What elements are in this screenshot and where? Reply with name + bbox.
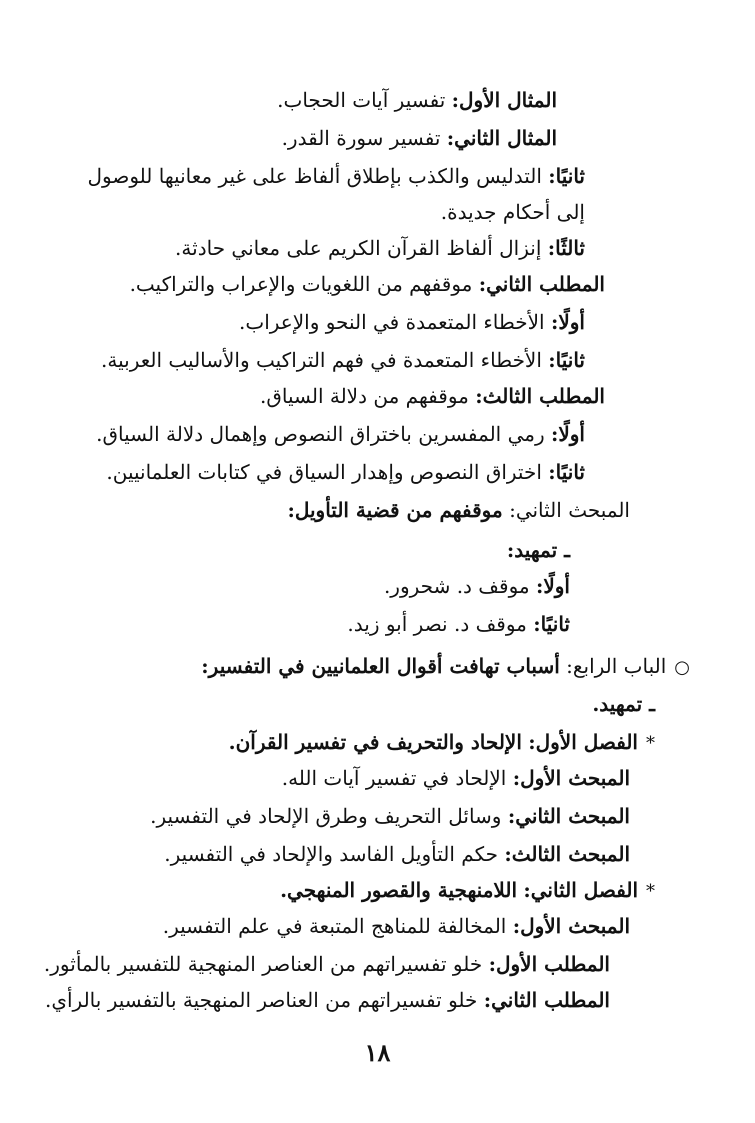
toc-line-10: أولًا: رمي المفسرين باختراق النصوص وإهمال دلالة السياق. <box>96 422 585 446</box>
toc-line-24: المطلب الأول: خلو تفسيراتهم من العناصر المنهجية للتفسير بالمأثور. <box>43 952 610 976</box>
toc-line-13: ـ تمهيد: <box>506 538 570 562</box>
toc-line-14: أولًا: موقف د. شحرور. <box>383 574 570 598</box>
toc-line-20: المبحث الثاني: وسائل التحريف وطرق الإلحاد في التفسير. <box>150 804 630 828</box>
toc-line-15: ثانيًا: موقف د. نصر أبو زيد. <box>347 612 570 636</box>
toc-line-23: المبحث الأول: المخالفة للمناهج المتبعة في علم التفسير. <box>162 914 630 938</box>
toc-line-5: ثالثًا: إنزال ألفاظ القرآن الكريم على معاني حادثة. <box>175 236 585 260</box>
circle-bullet-icon: ○ <box>674 657 690 678</box>
asterisk-bullet-icon: * <box>646 733 655 754</box>
toc-line-16: ○الباب الرابع: أسباب تهافت أقوال العلمانيين في التفسير: <box>201 652 690 682</box>
toc-line-19: المبحث الأول: الإلحاد في تفسير آيات الله. <box>281 766 630 790</box>
toc-line-21: المبحث الثالث: حكم التأويل الفاسد والإلحاد في التفسير. <box>164 842 630 866</box>
toc-line-6: المطلب الثاني: موقفهم من اللغويات والإعراب والتراكيب. <box>129 272 605 296</box>
toc-line-22: *الفصل الثاني: اللامنهجية والقصور المنهجي. <box>280 876 655 906</box>
toc-line-25: المطلب الثاني: خلو تفسيراتهم من العناصر المنهجية بالتفسير بالرأي. <box>44 988 610 1012</box>
toc-line-3: ثانيًا: التدليس والكذب بإطلاق ألفاظ على غير معانيها للوصول <box>87 164 585 188</box>
toc-line-4: إلى أحكام جديدة. <box>440 200 585 224</box>
toc-line-11: ثانيًا: اختراق النصوص وإهدار السياق في كتابات العلمانيين. <box>106 460 585 484</box>
toc-line-7: أولًا: الأخطاء المتعمدة في النحو والإعراب. <box>239 310 585 334</box>
toc-line-1: المثال الأول: تفسير آيات الحجاب. <box>277 88 557 112</box>
toc-line-12: المبحث الثاني: موقفهم من قضية التأويل: <box>287 498 630 522</box>
toc-line-8: ثانيًا: الأخطاء المتعمدة في فهم التراكيب والأساليب العربية. <box>101 348 585 372</box>
asterisk-bullet-icon: * <box>646 881 655 902</box>
toc-line-18: *الفصل الأول: الإلحاد والتحريف في تفسير القرآن. <box>229 728 655 758</box>
toc-line-2: المثال الثاني: تفسير سورة القدر. <box>281 126 557 150</box>
toc-line-17: ـ تمهيد. <box>592 692 655 716</box>
toc-line-9: المطلب الثالث: موقفهم من دلالة السياق. <box>260 384 605 408</box>
page-number: ١٨ <box>364 1038 391 1067</box>
